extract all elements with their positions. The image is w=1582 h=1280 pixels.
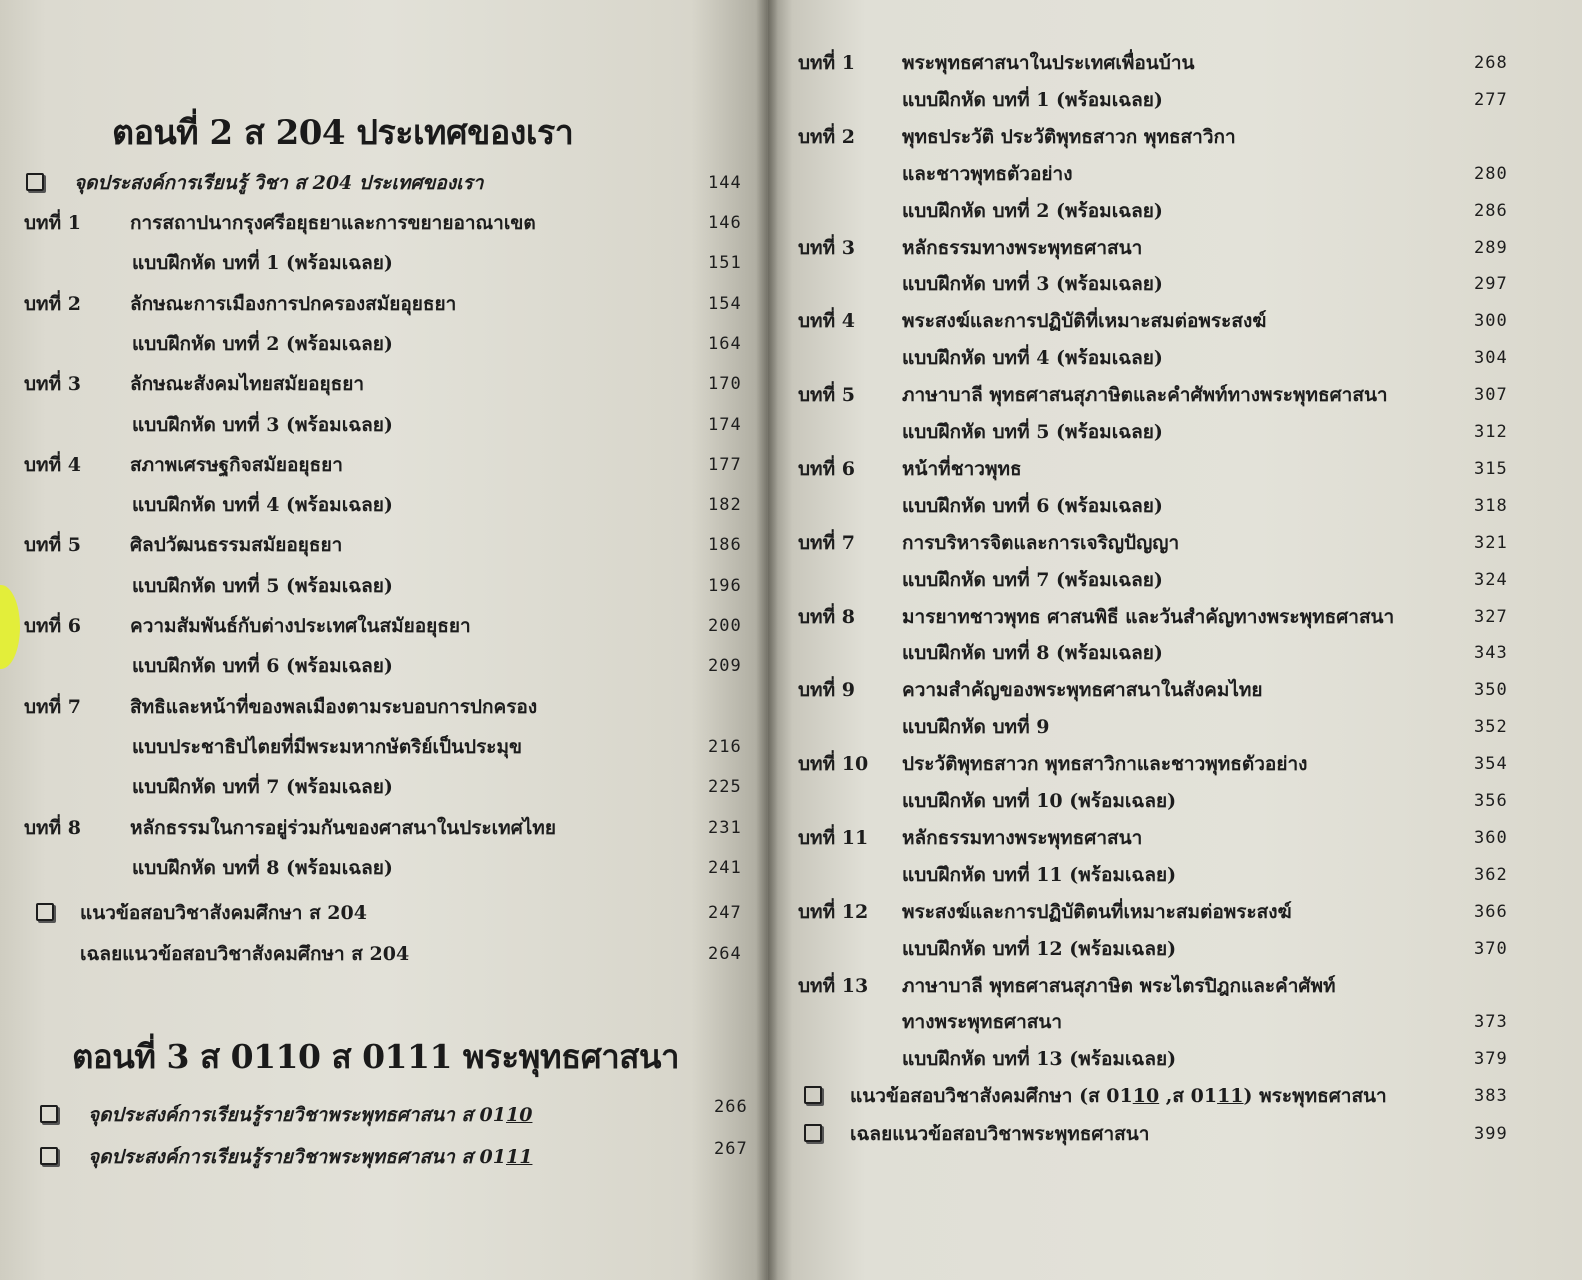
toc-subentry-row xyxy=(768,934,1582,964)
page-number: 144 xyxy=(708,173,742,193)
page-number: 177 xyxy=(708,454,742,475)
chapter-label: บทที่ 4 xyxy=(24,453,81,476)
part3-objective-row xyxy=(0,1097,768,1130)
page-number: 307 xyxy=(1474,385,1508,406)
part2-title: ตอนที่ 2 ส 204 ประเทศของเรา xyxy=(112,113,574,153)
part3-objective-text: จุดประสงค์การเรียนรู้รายวิชาพระพุทธศาสนา ส 0110 xyxy=(88,1104,533,1126)
chapter-title: แบบฝึกหัด บทที่ 12 (พร้อมเฉลย) xyxy=(902,937,1177,960)
toc-subentry-row xyxy=(0,490,768,520)
chapter-title: แบบฝึกหัด บทที่ 8 (พร้อมเฉลย) xyxy=(902,642,1163,665)
toc-subentry-row xyxy=(768,1007,1582,1037)
toc-subentry-row xyxy=(768,343,1582,373)
exam-answers-row xyxy=(768,1119,1582,1149)
chapter-title: แบบฝึกหัด บทที่ 4 (พร้อมเฉลย) xyxy=(902,347,1163,370)
toc-subentry-row xyxy=(0,410,768,440)
page-number: 164 xyxy=(708,333,742,354)
toc-subentry-row xyxy=(768,85,1582,115)
chapter-title: ประวัติพุทธสาวก พุทธสาวิกาและชาวพุทธตัวอย่าง xyxy=(902,753,1308,776)
toc-chapter-row xyxy=(0,450,768,480)
chapter-title: แบบฝึกหัด บทที่ 2 (พร้อมเฉลย) xyxy=(902,199,1163,222)
page-number: 186 xyxy=(708,535,742,556)
page-number: 356 xyxy=(1474,791,1508,811)
page-number: 264 xyxy=(708,944,742,964)
toc-chapter-row xyxy=(0,530,768,560)
chapter-title: พุทธประวัติ ประวัติพุทธสาวก พุทธสาวิกา xyxy=(902,125,1236,148)
chapter-title: ภาษาบาลี พุทธศาสนสุภาษิตและคำศัพท์ทางพระพุทธศาสนา xyxy=(902,384,1388,407)
chapter-label: บทที่ 4 xyxy=(798,310,855,333)
exam-answers-row xyxy=(0,939,768,969)
toc-subentry-row xyxy=(768,712,1582,742)
exam-answers-text: เฉลยแนวข้อสอบวิชาสังคมศึกษา ส 204 xyxy=(80,943,410,965)
toc-chapter-row xyxy=(0,611,768,641)
chapter-title: ภาษาบาลี พุทธศาสนสุภาษิต พระไตรปิฎกและคำศัพท์ xyxy=(902,974,1336,997)
toc-chapter-row xyxy=(768,48,1582,78)
checkbox-icon xyxy=(40,1147,58,1165)
page-number: 170 xyxy=(708,374,742,395)
toc-chapter-row xyxy=(768,675,1582,705)
page-number: 241 xyxy=(708,857,742,878)
toc-subentry-row xyxy=(0,853,768,883)
page-number: 154 xyxy=(708,293,742,314)
page-number: 216 xyxy=(708,736,742,757)
toc-subentry-row xyxy=(0,651,768,681)
page-number: 286 xyxy=(1474,200,1508,221)
toc-subentry-row xyxy=(768,269,1582,299)
chapter-title: แบบฝึกหัด บทที่ 3 (พร้อมเฉลย) xyxy=(902,273,1163,296)
page-number: 268 xyxy=(1474,53,1508,73)
toc-subentry-row xyxy=(0,248,768,278)
toc-subentry-row xyxy=(768,417,1582,447)
page-number: 196 xyxy=(708,575,742,596)
chapter-title: แบบฝึกหัด บทที่ 9 xyxy=(902,716,1050,739)
objective-row xyxy=(0,168,768,198)
toc-chapter-row xyxy=(768,749,1582,779)
checkbox-icon xyxy=(36,903,54,921)
toc-subentry-row xyxy=(768,159,1582,189)
page-number: 267 xyxy=(714,1139,748,1159)
toc-subentry-row xyxy=(0,732,768,762)
page-number: 225 xyxy=(708,777,742,798)
right-page xyxy=(768,0,1582,1280)
exam-text: แนวข้อสอบวิชาสังคมศึกษา ส 204 xyxy=(80,902,367,924)
toc-subentry-row xyxy=(768,638,1582,668)
checkbox-icon xyxy=(40,1105,58,1123)
chapter-label: บทที่ 9 xyxy=(798,679,855,702)
page-number: 297 xyxy=(1474,274,1508,295)
chapter-label: บทที่ 10 xyxy=(798,753,869,776)
toc-subentry-row xyxy=(0,571,768,601)
chapter-label: บทที่ 2 xyxy=(798,125,855,148)
chapter-title: มารยาทชาวพุทธ ศาสนพิธี และวันสำคัญทางพระพุทธศาสนา xyxy=(902,605,1395,628)
chapter-title: แบบฝึกหัด บทที่ 1 (พร้อมเฉลย) xyxy=(132,252,393,275)
chapter-title: หลักธรรมในการอยู่ร่วมกันของศาสนาในประเทศไทย xyxy=(130,816,556,839)
toc-chapter-row xyxy=(0,692,768,722)
page-number: 289 xyxy=(1474,237,1508,258)
chapter-title: สิทธิและหน้าที่ของพลเมืองตามระบอบการปกครอง xyxy=(130,695,538,718)
page-number: 209 xyxy=(708,656,742,677)
chapter-title: พระสงฆ์และการปฏิบัติตนที่เหมาะสมต่อพระสงฆ์ xyxy=(902,900,1292,923)
chapter-title: แบบฝึกหัด บทที่ 5 (พร้อมเฉลย) xyxy=(902,421,1163,443)
page-number: 300 xyxy=(1474,311,1508,332)
chapter-title: แบบฝึกหัด บทที่ 3 (พร้อมเฉลย) xyxy=(132,413,393,436)
chapter-title: การบริหารจิตและการเจริญปัญญา xyxy=(902,531,1180,554)
page-number: 174 xyxy=(708,414,742,435)
chapter-title: และชาวพุทธตัวอย่าง xyxy=(902,162,1073,185)
page-number: 151 xyxy=(708,253,742,274)
toc-subentry-row xyxy=(768,1044,1582,1074)
toc-subentry-row xyxy=(0,772,768,802)
chapter-title: ลักษณะการเมืองการปกครองสมัยอุยธยา xyxy=(130,292,457,315)
chapter-label: บทที่ 7 xyxy=(798,531,855,554)
page-number: 182 xyxy=(708,495,742,516)
chapter-title: สภาพเศรษฐกิจสมัยอยุธยา xyxy=(130,453,343,476)
chapter-title: แบบฝึกหัด บทที่ 7 (พร้อมเฉลย) xyxy=(132,776,393,799)
chapter-label: บทที่ 3 xyxy=(24,373,81,396)
chapter-title: การสถาปนากรุงศรีอยุธยาและการขยายอาณาเขต xyxy=(130,212,536,234)
chapter-title: หน้าที่ชาวพุทธ xyxy=(902,457,1022,480)
page-number: 146 xyxy=(708,213,742,233)
page-number: 399 xyxy=(1474,1124,1508,1144)
page-number: 312 xyxy=(1474,422,1508,442)
page-number: 321 xyxy=(1474,532,1508,553)
page-number: 277 xyxy=(1474,89,1508,110)
page-number: 318 xyxy=(1474,495,1508,516)
toc-chapter-row xyxy=(0,208,768,238)
toc-chapter-row xyxy=(0,369,768,399)
left-page xyxy=(0,0,768,1280)
chapter-title: พระพุทธศาสนาในประเทศเพื่อนบ้าน xyxy=(902,52,1195,74)
chapter-title: แบบฝึกหัด บทที่ 2 (พร้อมเฉลย) xyxy=(132,332,393,355)
chapter-title: หลักธรรมทางพระพุทธศาสนา xyxy=(902,236,1143,259)
chapter-label: บทที่ 1 xyxy=(24,212,81,234)
book-gutter xyxy=(756,0,778,1280)
chapter-title: ความสำคัญของพระพุทธศาสนาในสังคมไทย xyxy=(902,679,1263,702)
toc-subentry-row xyxy=(768,565,1582,595)
page-number: 366 xyxy=(1474,901,1508,922)
chapter-label: บทที่ 6 xyxy=(24,615,81,637)
chapter-title: แบบฝึกหัด บทที่ 11 (พร้อมเฉลย) xyxy=(902,863,1177,886)
page-number: 354 xyxy=(1474,754,1508,775)
toc-chapter-row xyxy=(768,528,1582,558)
chapter-label: บทที่ 8 xyxy=(24,816,81,839)
page-number: 350 xyxy=(1474,680,1508,701)
page-number: 327 xyxy=(1474,606,1508,627)
chapter-label: บทที่ 8 xyxy=(798,605,855,628)
chapter-label: บทที่ 3 xyxy=(798,236,855,259)
checkbox-icon xyxy=(804,1086,822,1104)
chapter-title: พระสงฆ์และการปฏิบัติที่เหมาะสมต่อพระสงฆ์ xyxy=(902,310,1267,333)
chapter-title: แบบฝึกหัด บทที่ 1 (พร้อมเฉลย) xyxy=(902,88,1163,111)
toc-chapter-row xyxy=(768,306,1582,336)
chapter-label: บทที่ 12 xyxy=(798,900,869,923)
chapter-label: บทที่ 5 xyxy=(798,384,855,407)
toc-chapter-row xyxy=(768,233,1582,263)
chapter-title: แบบฝึกหัด บทที่ 7 (พร้อมเฉลย) xyxy=(902,568,1163,591)
chapter-title: ศิลปวัฒนธรรมสมัยอยุธยา xyxy=(130,534,343,557)
chapter-title: แบบฝึกหัด บทที่ 6 (พร้อมเฉลย) xyxy=(132,655,393,678)
toc-chapter-row xyxy=(768,122,1582,152)
chapter-label: บทที่ 7 xyxy=(24,695,81,718)
chapter-label: บทที่ 5 xyxy=(24,534,81,557)
chapter-title: แบบประชาธิปไตยที่มีพระมหากษัตริย์เป็นประมุข xyxy=(132,735,523,758)
page-number: 379 xyxy=(1474,1049,1508,1070)
toc-chapter-row xyxy=(768,454,1582,484)
chapter-title: แบบฝึกหัด บทที่ 10 (พร้อมเฉลย) xyxy=(902,790,1177,812)
chapter-label: บทที่ 11 xyxy=(798,826,869,849)
page-number: 324 xyxy=(1474,569,1508,590)
toc-subentry-row xyxy=(0,329,768,359)
chapter-title: ความสัมพันธ์กับต่างประเทศในสมัยอยุธยา xyxy=(130,615,471,637)
page-number: 383 xyxy=(1474,1086,1508,1106)
toc-chapter-row xyxy=(768,971,1582,1001)
chapter-title: แบบฝึกหัด บทที่ 5 (พร้อมเฉลย) xyxy=(132,574,393,597)
chapter-label: บทที่ 13 xyxy=(798,974,869,997)
page-number: 304 xyxy=(1474,348,1508,369)
chapter-title: แบบฝึกหัด บทที่ 4 (พร้อมเฉลย) xyxy=(132,494,393,517)
chapter-title: ทางพระพุทธศาสนา xyxy=(902,1011,1063,1034)
page-number: 200 xyxy=(708,616,742,636)
part3-title: ตอนที่ 3 ส 0110 ส 0111 พระพุทธศาสนา xyxy=(72,1037,679,1076)
toc-chapter-row xyxy=(768,380,1582,410)
toc-subentry-row xyxy=(768,860,1582,890)
page-number: 373 xyxy=(1474,1012,1508,1033)
page-number: 343 xyxy=(1474,643,1508,664)
chapter-label: บทที่ 2 xyxy=(24,292,81,315)
page-number: 231 xyxy=(708,817,742,838)
chapter-label: บทที่ 6 xyxy=(798,457,855,480)
toc-chapter-row xyxy=(768,602,1582,632)
toc-subentry-row xyxy=(768,491,1582,521)
exam-row xyxy=(0,898,768,928)
page-number: 352 xyxy=(1474,717,1508,738)
exam-answers-text: เฉลยแนวข้อสอบวิชาพระพุทธศาสนา xyxy=(850,1123,1150,1145)
chapter-title: แบบฝึกหัด บทที่ 8 (พร้อมเฉลย) xyxy=(132,856,393,879)
chapter-title: หลักธรรมทางพระพุทธศาสนา xyxy=(902,826,1143,849)
page-number: 247 xyxy=(708,903,742,923)
objective-text: จุดประสงค์การเรียนรู้ วิชา ส 204 ประเทศของเรา xyxy=(74,172,484,194)
exam-row xyxy=(768,1081,1582,1111)
part3-objective-text: จุดประสงค์การเรียนรู้รายวิชาพระพุทธศาสนา ส 0111 xyxy=(88,1146,533,1168)
toc-chapter-row xyxy=(0,289,768,319)
page-number: 362 xyxy=(1474,864,1508,885)
page-number: 360 xyxy=(1474,827,1508,848)
toc-chapter-row xyxy=(768,823,1582,853)
chapter-title: แบบฝึกหัด บทที่ 13 (พร้อมเฉลย) xyxy=(902,1048,1177,1071)
exam-text: แนวข้อสอบวิชาสังคมศึกษา (ส 0110 ,ส 0111) พระพุทธศาสนา xyxy=(850,1085,1387,1107)
page-number: 370 xyxy=(1474,938,1508,959)
page-number: 266 xyxy=(714,1097,748,1117)
page-number: 280 xyxy=(1474,163,1508,184)
checkbox-icon xyxy=(804,1124,822,1142)
chapter-title: แบบฝึกหัด บทที่ 6 (พร้อมเฉลย) xyxy=(902,494,1163,517)
part3-objective-row xyxy=(0,1139,768,1172)
toc-chapter-row xyxy=(768,897,1582,927)
page-number: 315 xyxy=(1474,458,1508,479)
toc-chapter-row xyxy=(0,813,768,843)
checkbox-icon xyxy=(26,173,44,191)
chapter-label: บทที่ 1 xyxy=(798,52,855,74)
toc-subentry-row xyxy=(768,196,1582,226)
toc-subentry-row xyxy=(768,786,1582,816)
chapter-title: ลักษณะสังคมไทยสมัยอยุธยา xyxy=(130,373,365,396)
